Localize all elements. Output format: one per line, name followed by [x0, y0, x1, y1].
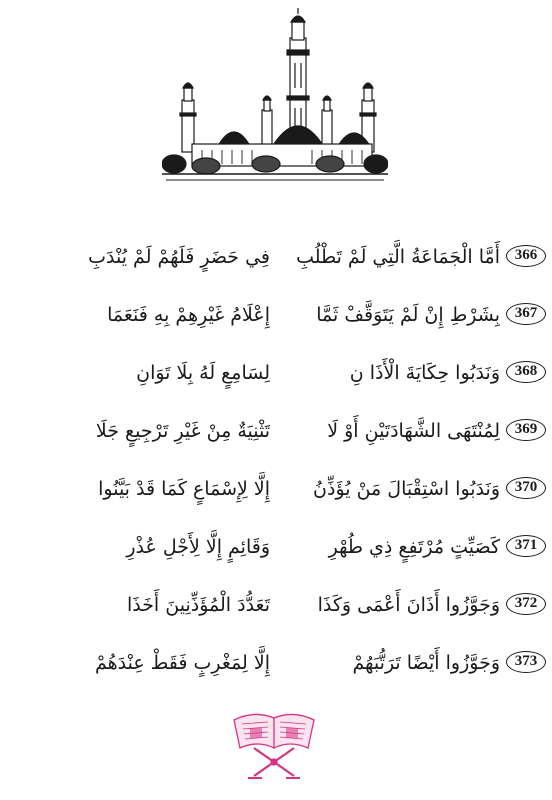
verse-first-hemistich: أَمَّا الْجَمَاعَةُ الَّتِي لَمْ تَطْلُبِ: [296, 246, 500, 268]
verse-first-hemistich: وَنَدَبُوا اسْتِقْبَالَ مَنْ يُؤَذِّنُ: [313, 478, 500, 500]
verse-number-badge: 371: [506, 535, 546, 557]
mosque-illustration: [162, 8, 388, 186]
verse-row: [0, 286, 552, 344]
verse-first-hemistich: وَنَدَبُوا حِكَايَةَ الْأَذَا نِ: [349, 362, 500, 384]
verse-number-badge: 368: [506, 361, 546, 383]
verse-second-hemistich: وَقَائِمٍ إِلَّا لِأَجْلِ عُذْرِ: [126, 536, 270, 558]
verse-number-badge: 373: [506, 651, 546, 673]
verse-second-hemistich: إِعْلَامُ غَيْرِهِمْ بِهِ فَنَعَمَا: [107, 304, 270, 326]
verse-second-hemistich: إِلَّا لِإِسْمَاعٍ كَمَا قَدْ بَيَّنُوا: [98, 478, 270, 500]
verse-row: [0, 402, 552, 460]
verse-first-hemistich: لِمُنْتَهَى الشَّهَادَتَيْنِ أَوْ لَا: [327, 420, 500, 442]
verse-second-hemistich: لِسَامِعٍ لَهُ بِلَا تَوَانِ: [136, 362, 270, 384]
verse-number-badge: 370: [506, 477, 546, 499]
verse-row: [0, 634, 552, 692]
verse-row: [0, 344, 552, 402]
verse-row: [0, 460, 552, 518]
verse-row: [0, 518, 552, 576]
quran-stand-icon: [228, 702, 320, 782]
verse-number-badge: 366: [506, 245, 546, 267]
verse-number-badge: 367: [506, 303, 546, 325]
verse-second-hemistich: تَثْنِيَةٌ مِنْ غَيْرِ تَرْجِيعٍ جَلَا: [95, 420, 270, 442]
verse-list: [0, 228, 552, 692]
verse-number-badge: 369: [506, 419, 546, 441]
verse-first-hemistich: وَجَوَّزُوا أَيْضًا تَرَتُّبَهُمْ: [352, 652, 500, 674]
verse-second-hemistich: فِي حَضَرٍ فَلَهُمْ لَمْ يُنْدَبِ: [88, 246, 270, 268]
verse-number-badge: 372: [506, 593, 546, 615]
verse-second-hemistich: تَعَدُّدَ الْمُؤَذِّنِينَ أَخَذَا: [126, 594, 270, 616]
verse-row: [0, 228, 552, 286]
verse-row: [0, 576, 552, 634]
verse-second-hemistich: إِلَّا لِمَغْرِبٍ فَقَطْ عِنْدَهُمْ: [95, 652, 270, 674]
verse-first-hemistich: وَجَوَّزُوا أَذَانَ أَعْمَى وَكَذَا: [317, 594, 500, 616]
verse-first-hemistich: كَصَيِّتٍ مُرْتَفِعٍ ذِي طُهْرِ: [328, 536, 500, 558]
verse-first-hemistich: بِشَرْطِ إِنْ لَمْ يَتَوَقَّفْ ثَمَّا: [316, 304, 500, 326]
